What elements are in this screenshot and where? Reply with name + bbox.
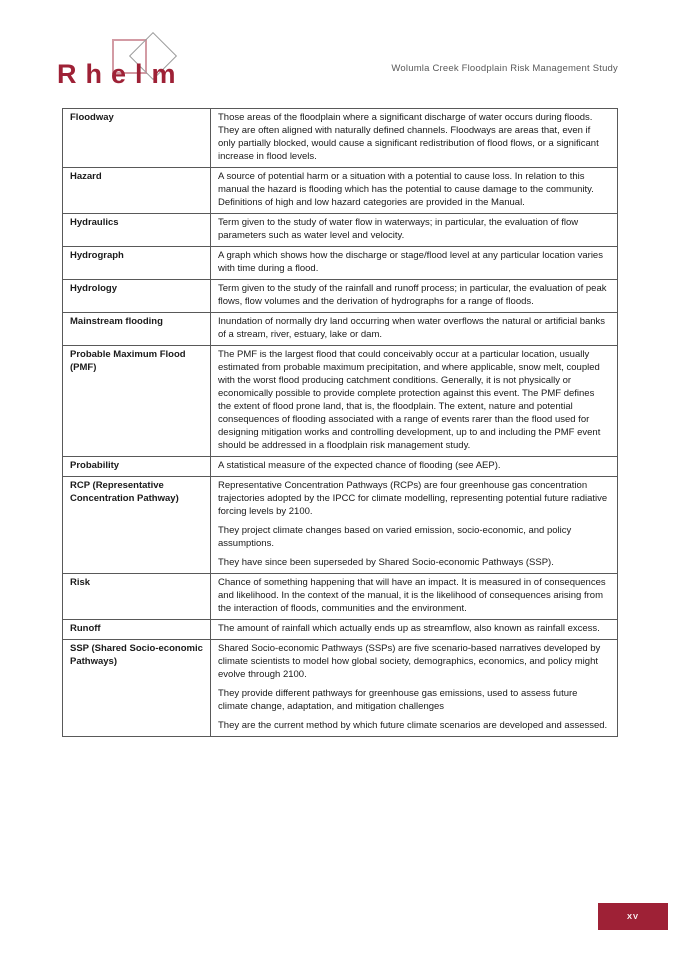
glossary-definition <box>211 313 618 346</box>
glossary-term: SSP (Shared Socio-economic Pathways) <box>63 640 211 737</box>
glossary-definition <box>211 280 618 313</box>
glossary-definition <box>211 247 618 280</box>
table-row <box>63 168 618 214</box>
table-row <box>63 574 618 620</box>
glossary-term: Hydrology <box>63 280 211 313</box>
table-row <box>63 457 618 477</box>
logo-text: Rhelm <box>57 59 185 89</box>
definition-paragraph: Those areas of the floodplain where a significant discharge of water occurs during floods. They are often aligned with naturally defined channels. Floodways are areas that, even if only partially blocked, would cause a significant redistribution of flood flows, or a significant increase in flood levels. <box>218 112 599 162</box>
table-row <box>63 109 618 168</box>
definition-paragraph: They provide different pathways for greenhouse gas emissions, used to assess future climate change, adaptation, and mitigation challenges <box>218 688 578 712</box>
table-row <box>63 280 618 313</box>
definition-paragraph: Term given to the study of the rainfall and runoff process; in particular, the evaluation of peak flows, flow volumes and the derivation of hydrographs for a range of floods. <box>218 283 607 307</box>
glossary-definition <box>211 168 618 214</box>
definition-paragraph: They have since been superseded by Shared Socio-economic Pathways (SSP). <box>218 557 554 568</box>
definition-paragraph: Shared Socio-economic Pathways (SSPs) are five scenario-based narratives developed by climate scientists to model how global society, demographics, economics, and policy might evolve through 2100. <box>218 643 601 680</box>
definition-paragraph: The amount of rainfall which actually ends up as streamflow, also known as rainfall excess. <box>218 623 600 634</box>
glossary-term: Probable Maximum Flood (PMF) <box>63 346 211 457</box>
glossary-term: Runoff <box>63 620 211 640</box>
glossary-definition <box>211 640 618 737</box>
table-row <box>63 640 618 737</box>
page-number: XV <box>626 912 639 921</box>
definition-paragraph: Representative Concentration Pathways (RCPs) are four greenhouse gas concentration trajectories adopted by the IPCC for climate modelling, representing potential future radiative forcing levels by 2100. <box>218 480 608 517</box>
table-row <box>63 346 618 457</box>
glossary-term: Hazard <box>63 168 211 214</box>
glossary-term: Probability <box>63 457 211 477</box>
glossary-definition <box>211 574 618 620</box>
glossary-definition <box>211 620 618 640</box>
definition-paragraph: The PMF is the largest flood that could conceivably occur at a particular location, usually estimated from probable maximum precipitation, and where applicable, snow melt, coupled with the worst flood producing catchment conditions. Generally, it is not physically or economically possible to provide complete protection against this event. The PMF defines the extent of flood prone land, that is, the floodplain. The extent, nature and potential consequences of flooding associated with a range of events rarer than the flood used for designing mitigation works and controlling development, up to and including the PMF event should be addressed in a floodplain risk management study. <box>218 349 601 451</box>
definition-paragraph: They are the current method by which future climate scenarios are developed and assessed. <box>218 720 608 731</box>
rhelm-logo <box>57 33 197 87</box>
definition-paragraph: Inundation of normally dry land occurring when water overflows the natural or artificial banks of a stream, river, estuary, lake or dam. <box>218 316 606 340</box>
definition-paragraph: They project climate changes based on varied emission, socio-economic, and policy assumptions. <box>218 525 572 549</box>
glossary-term: Mainstream flooding <box>63 313 211 346</box>
document-title: Wolumla Creek Floodplain Risk Management Study <box>391 63 618 74</box>
table-row <box>63 247 618 280</box>
glossary-definition <box>211 109 618 168</box>
definition-paragraph: A graph which shows how the discharge or stage/flood level at any particular location varies with time during a flood. <box>218 250 603 274</box>
definition-paragraph: Term given to the study of water flow in waterways; in particular, the evaluation of flow parameters such as water level and velocity. <box>218 217 579 241</box>
glossary-term: Hydrograph <box>63 247 211 280</box>
glossary-term: Floodway <box>63 109 211 168</box>
glossary-definition <box>211 457 618 477</box>
definition-paragraph: Chance of something happening that will have an impact. It is measured in of consequences and likelihood. In the context of the manual, it is the likelihood of consequences arising from the interaction of floods, communities and the environment. <box>218 577 606 614</box>
table-row <box>63 214 618 247</box>
glossary-definition <box>211 477 618 574</box>
glossary-definition <box>211 214 618 247</box>
table-row <box>63 477 618 574</box>
glossary-definition <box>211 346 618 457</box>
table-row <box>63 620 618 640</box>
definition-paragraph: A source of potential harm or a situation with a potential to cause loss. In relation to this manual the hazard is flooding which has the potential to cause damage to the community. Definitions of high and low hazard categories are provided in the Manual. <box>218 171 594 208</box>
page-number-badge <box>598 903 668 930</box>
glossary-term: Hydraulics <box>63 214 211 247</box>
glossary-table <box>62 108 618 737</box>
definition-paragraph: A statistical measure of the expected chance of flooding (see AEP). <box>218 460 501 471</box>
glossary-term: RCP (Representative Concentration Pathway) <box>63 477 211 574</box>
table-row <box>63 313 618 346</box>
glossary-term: Risk <box>63 574 211 620</box>
